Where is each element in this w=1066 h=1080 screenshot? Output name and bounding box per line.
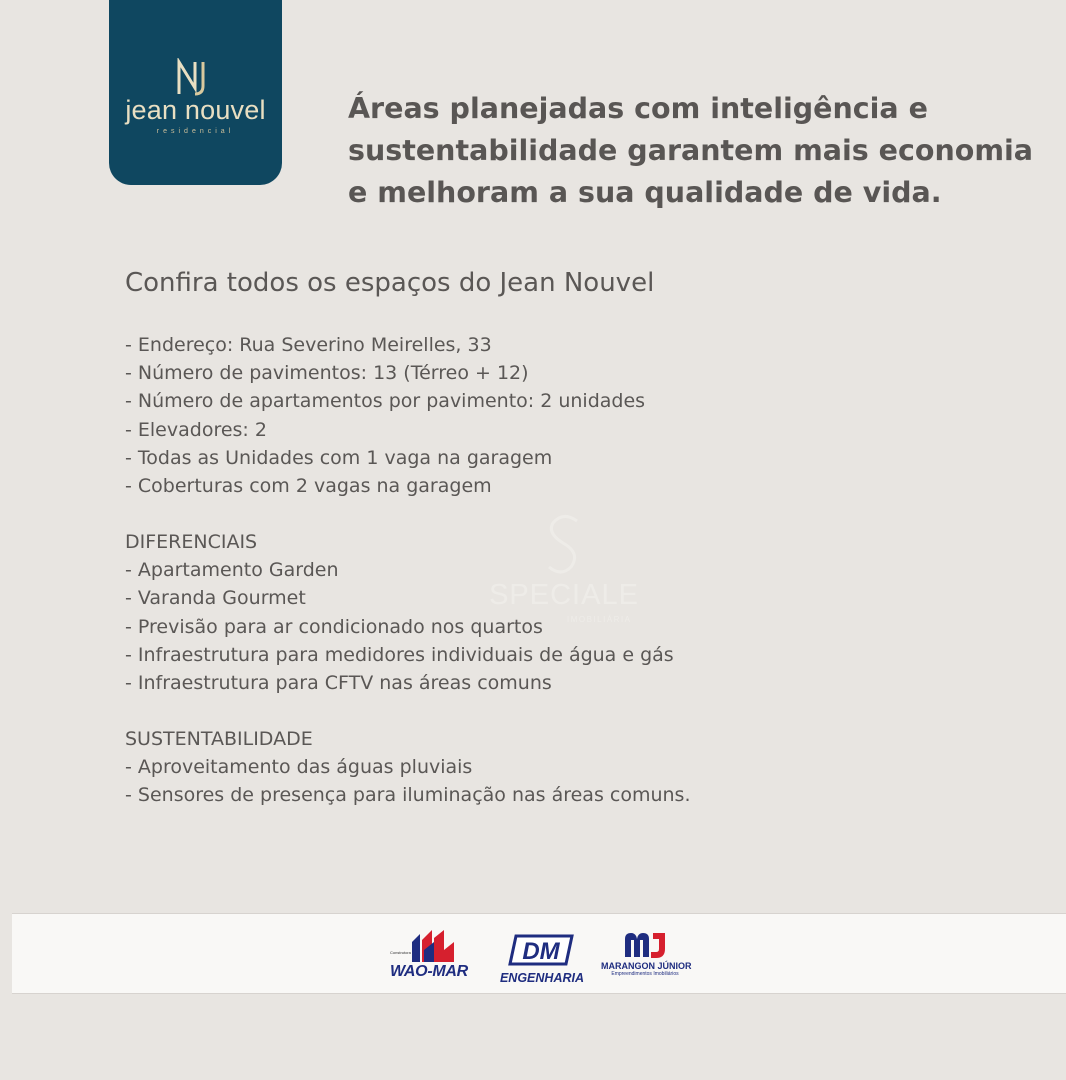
brand-name: jean nouvel xyxy=(125,95,266,125)
sustentabilidade-heading: SUSTENTABILIDADE xyxy=(125,728,313,750)
info-list xyxy=(125,331,645,500)
list-item: - Endereço: Rua Severino Meirelles, 33 xyxy=(125,334,492,356)
list-item: - Previsão para ar condicionado nos quartos xyxy=(125,615,543,638)
list-item: - Varanda Gourmet xyxy=(125,587,306,610)
list-item: - Apartamento Garden xyxy=(125,559,339,582)
headline-line: e melhoram a sua qualidade de vida. xyxy=(348,176,942,209)
marangon-sub: Empreendimentos Imobiliários xyxy=(611,971,679,977)
marangon-name: MARANGON JÚNIOR xyxy=(601,961,692,971)
diferenciais-heading: DIFERENCIAIS xyxy=(125,531,258,553)
section-subtitle: Confira todos os espaços do Jean Nouvel xyxy=(125,268,655,298)
list-item: - Elevadores: 2 xyxy=(125,418,267,441)
partners-band xyxy=(12,913,1066,994)
headline-line: sustentabilidade garantem mais economia xyxy=(348,134,1034,167)
svg-text:DM: DM xyxy=(522,938,560,965)
sustentabilidade-list xyxy=(125,725,690,810)
list-item: - Número de apartamentos por pavimento: 2 unidades xyxy=(125,390,646,413)
headline xyxy=(348,88,1048,214)
headline-line: Áreas planejadas com inteligência e xyxy=(348,92,928,125)
wao-mar-name: WAO-MAR xyxy=(390,963,468,980)
monogram-nj-icon xyxy=(175,58,215,96)
watermark-name: SPECIALE xyxy=(489,579,639,611)
list-item: - Infraestrutura para medidores individuais de água e gás xyxy=(125,643,674,666)
wao-mar-small: Construtora xyxy=(390,950,411,955)
list-item: - Coberturas com 2 vagas na garagem xyxy=(125,475,492,498)
brand-tagline: residencial xyxy=(156,128,235,135)
list-item: - Todas as Unidades com 1 vaga na garagem xyxy=(125,446,553,469)
wao-mar-logo-icon xyxy=(412,930,454,962)
list-item: - Infraestrutura para CFTV nas áreas comuns xyxy=(125,672,552,695)
speciale-watermark xyxy=(489,513,639,628)
dm-logo-icon xyxy=(508,934,574,966)
mj-logo-icon xyxy=(623,931,667,959)
partner-dm-engenharia xyxy=(496,934,588,984)
partner-wao-mar xyxy=(390,930,480,980)
brand-logo-card xyxy=(109,0,282,185)
list-item: - Número de pavimentos: 13 (Térreo + 12) xyxy=(125,362,529,385)
partner-marangon-junior xyxy=(601,931,692,981)
dm-name: ENGENHARIA xyxy=(499,971,585,985)
speciale-s-icon xyxy=(541,513,587,577)
list-item: - Sensores de presença para iluminação nas áreas comuns. xyxy=(125,784,691,807)
watermark-sub: IMOBILIÁRIA xyxy=(567,615,632,624)
list-item: - Aproveitamento das águas pluviais xyxy=(125,756,473,779)
